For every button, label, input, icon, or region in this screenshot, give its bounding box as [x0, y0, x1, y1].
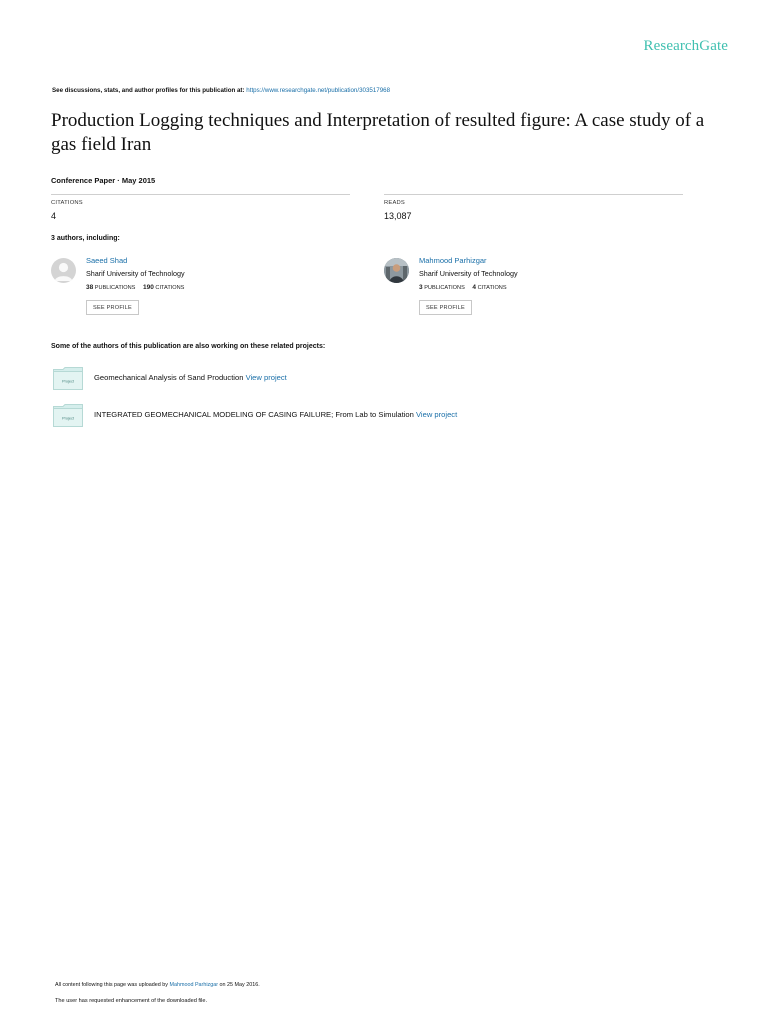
- default-avatar-icon: [51, 258, 76, 283]
- see-profile-button[interactable]: SEE PROFILE: [86, 300, 139, 315]
- publications-count: 38: [86, 284, 94, 291]
- publication-url-link[interactable]: https://www.researchgate.net/publication/303517968: [246, 87, 391, 94]
- project-item: [53, 367, 753, 391]
- author-institution: Sharif University of Technology: [419, 269, 518, 278]
- project-title: Geomechanical Analysis of Sand Production: [94, 373, 244, 382]
- reads-divider: [384, 194, 683, 195]
- author-card: [384, 256, 644, 320]
- paper-title: Production Logging techniques and Interpretation of resulted figure: A case study of a gas field Iran: [51, 110, 705, 155]
- authors-heading: 3 authors, including:: [51, 235, 120, 242]
- citations-divider: [51, 194, 350, 195]
- author-card: [51, 256, 311, 320]
- upload-note: [55, 982, 260, 988]
- project-text: [94, 410, 457, 419]
- avatar[interactable]: [384, 258, 409, 283]
- project-icon-label: Project: [62, 379, 74, 384]
- publications-label: PUBLICATIONS: [424, 285, 465, 291]
- upload-prefix: All content following this page was uploaded by: [55, 982, 168, 988]
- discussions-line: [52, 87, 390, 94]
- author-name-link[interactable]: Saeed Shad: [86, 256, 128, 265]
- publications-count: 3: [419, 284, 423, 291]
- author-name-link[interactable]: Mahmood Parhizgar: [419, 256, 487, 265]
- author-stats: [86, 284, 184, 291]
- citations-count: 190: [142, 284, 154, 291]
- project-item: [53, 404, 753, 428]
- view-project-link[interactable]: View project: [245, 373, 287, 382]
- project-title: INTEGRATED GEOMECHANICAL MODELING OF CASING FAILURE; From Lab to Simulation: [94, 410, 414, 419]
- reads-value: 13,087: [384, 211, 412, 221]
- reads-label: READS: [384, 200, 405, 206]
- avatar[interactable]: [51, 258, 76, 283]
- author-photo-icon: [384, 258, 409, 283]
- related-projects-heading: Some of the authors of this publication are also working on these related projects:: [51, 343, 326, 350]
- citations-label: CITATIONS: [51, 200, 83, 206]
- upload-suffix: on 25 May 2016.: [219, 982, 260, 988]
- citations-count: 4: [472, 284, 476, 291]
- author-institution: Sharif University of Technology: [86, 269, 185, 278]
- citations-value: 4: [51, 211, 57, 221]
- project-folder-icon: [53, 404, 83, 427]
- project-text: [94, 373, 287, 382]
- citations-label: CITATIONS: [155, 285, 185, 291]
- project-folder-icon: [53, 367, 83, 390]
- view-project-link[interactable]: View project: [415, 410, 458, 419]
- paper-type-date: Conference Paper · May 2015: [51, 176, 156, 185]
- researchgate-logo[interactable]: ResearchGate: [643, 38, 728, 54]
- uploader-link[interactable]: Mahmood Parhizgar: [169, 982, 219, 988]
- publications-label: PUBLICATIONS: [94, 285, 136, 291]
- citations-label: CITATIONS: [477, 285, 507, 291]
- author-stats: [419, 284, 507, 291]
- see-profile-button[interactable]: SEE PROFILE: [419, 300, 472, 315]
- discussions-text: See discussions, stats, and author profiles for this publication at:: [52, 87, 245, 94]
- enhancement-note: The user has requested enhancement of the downloaded file.: [55, 998, 208, 1004]
- project-icon-label: Project: [62, 416, 74, 421]
